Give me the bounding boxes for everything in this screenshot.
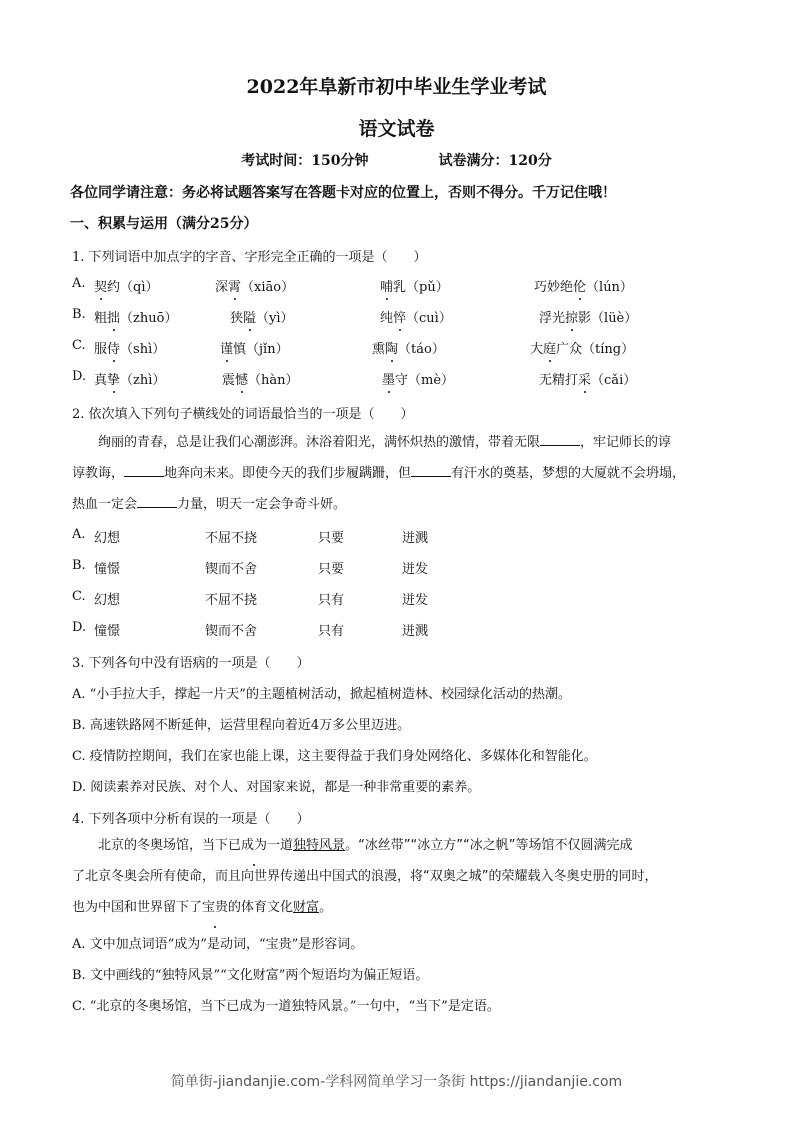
q3-option-a: A. “小手拉大手，撑起一片天”的主题植树活动，掀起植树造林、校园绿化活动的热潮。 [72,687,571,702]
q1-c-item-4: 大庭广众（tíng） [530,338,634,357]
q4-stem: 4. 下列各项中分析有误的一项是（ ） [72,812,310,827]
q1-option-c [72,338,732,358]
q1-d-item-1: 真挚（zhì） [94,369,165,388]
q1-d-item-3: 墨守（mè） [382,369,454,388]
option-label: C. [72,338,86,353]
q4-option-b: B. 文中画线的“独特风景”“文化财富”两个短语均为偏正短语。 [72,968,429,983]
q1-b-item-3: 纯悴（cuì） [380,307,452,326]
section-heading: 一、积累与运用（满分25分） [70,216,258,232]
q2-stem: 2. 依次填入下列句子横线处的词语最恰当的一项是（ ） [72,407,414,422]
q2-passage-line-2: 谆教诲， 地奔向未来。即使今天的我们步履蹒跚，但 有汗水的奠基，梦想的大厦就不会坍塌， [72,466,686,481]
q4-option-a: A. 文中加点词语“成为”是动词，“宝贵”是形容词。 [72,937,364,952]
q2-option-c: C. 幻想 不屈不挠 只有 迸发 [72,589,429,608]
q3-option-b: B. 高速铁路网不断延伸，运营里程向着近4万多公里迈进。 [72,718,411,733]
q1-option-a [72,276,732,296]
q1-a-item-4: 巧妙绝伦（lún） [534,276,633,295]
q1-a-item-1: 契约（qì） [94,276,159,295]
q3-option-d: D. 阅读素养对民族、对个人、对国家来说，都是一种非常重要的素养。 [72,780,481,795]
q3-stem: 3. 下列各句中没有语病的一项是（ ） [72,656,310,671]
blank-4 [137,495,177,508]
option-label: B. [72,307,86,322]
q2-passage-line-3: 热血一定会 力量，明天一定会争奇斗妍。 [72,497,347,512]
q2-passage [72,427,722,520]
q1-b-item-2: 狭隘（yì） [230,307,294,326]
exam-subtitle: 语文试卷 [358,118,435,140]
q1-stem: 1. 下列词语中加点字的字音、字形完全正确的一项是（ ） [72,250,427,265]
q1-d-item-2: 震憾（hàn） [222,369,299,388]
q1-d-item-4: 无精打采（cǎi） [539,369,636,388]
underlined-phrase-2: 财富 [293,900,320,915]
footer-watermark: 简单街-jiandanjie.com-学科网简单学习一条街 https://jiandanjie.com [170,1074,623,1090]
exam-info [0,150,793,170]
blank-3 [411,464,451,477]
q1-b-item-4: 浮光掠影（lüè） [539,307,637,326]
notice: 各位同学请注意：务必将试题答案写在答题卡对应的位置上，否则不得分。千万记住哦！ [70,185,616,201]
dotted-word-baogui: 宝贵 [202,892,228,923]
q4-passage-line-3: 也为中国和世界留下了宝贵的体育文化财富。 [72,892,722,923]
q1-option-b [72,307,732,327]
underlined-phrase-1: 独特风景 [293,838,346,853]
q2-option-a: A. 幻想 不屈不挠 只要 迸溅 [72,527,429,546]
q4-option-c: C. “北京的冬奥场馆，当下已成为一道独特风景。”一句中，“当下”是定语。 [72,999,500,1014]
q4-passage-line-1: 北京的冬奥场馆，当下已成为一道独特风景。“冰丝带”“冰立方”“冰之帆”等场馆不仅圆满完成 [72,830,722,861]
q1-a-item-2: 深霄（xiāo） [215,276,294,295]
q2-option-d: D. 憧憬 锲而不舍 只有 迸溅 [72,620,429,639]
q1-b-item-1: 粗拙（zhuō） [94,307,177,326]
option-label: D. [72,369,87,384]
full-score: 试卷满分：120分 [438,153,552,169]
q2-option-b: B. 憧憬 锲而不舍 只要 迸发 [72,558,429,577]
q1-c-item-3: 熏陶（táo） [372,338,445,357]
exam-title: 2022年阜新市初中毕业生学业考试 [246,76,547,98]
q4-passage-line-2: 了北京冬奥会所有使命，而且向世界传递出中国式的浪漫，将“双奥之城”的荣耀载入冬奥史册的同时， [72,869,658,884]
q3-option-c: C. 疫情防控期间，我们在家也能上课，这主要得益于我们身处网络化、多媒体化和智能化。 [72,749,597,764]
exam-time: 考试时间：150分钟 [241,153,369,169]
q1-option-d [72,369,732,389]
q4-passage [72,830,722,923]
dotted-word-chengwei: 成为 [241,830,267,861]
blank-2 [124,464,164,477]
q1-c-item-2: 谨慎（jǐn） [220,338,289,357]
q1-c-item-1: 服侍（shì） [94,338,165,357]
q1-a-item-3: 哺乳（pǔ） [380,276,449,295]
q2-passage-line-1: 绚丽的青春，总是让我们心潮澎湃。沐浴着阳光，满怀炽热的激情，带着无限 ，牢记师长的谆 [98,435,672,450]
option-label: A. [72,276,86,291]
blank-1 [540,433,580,446]
